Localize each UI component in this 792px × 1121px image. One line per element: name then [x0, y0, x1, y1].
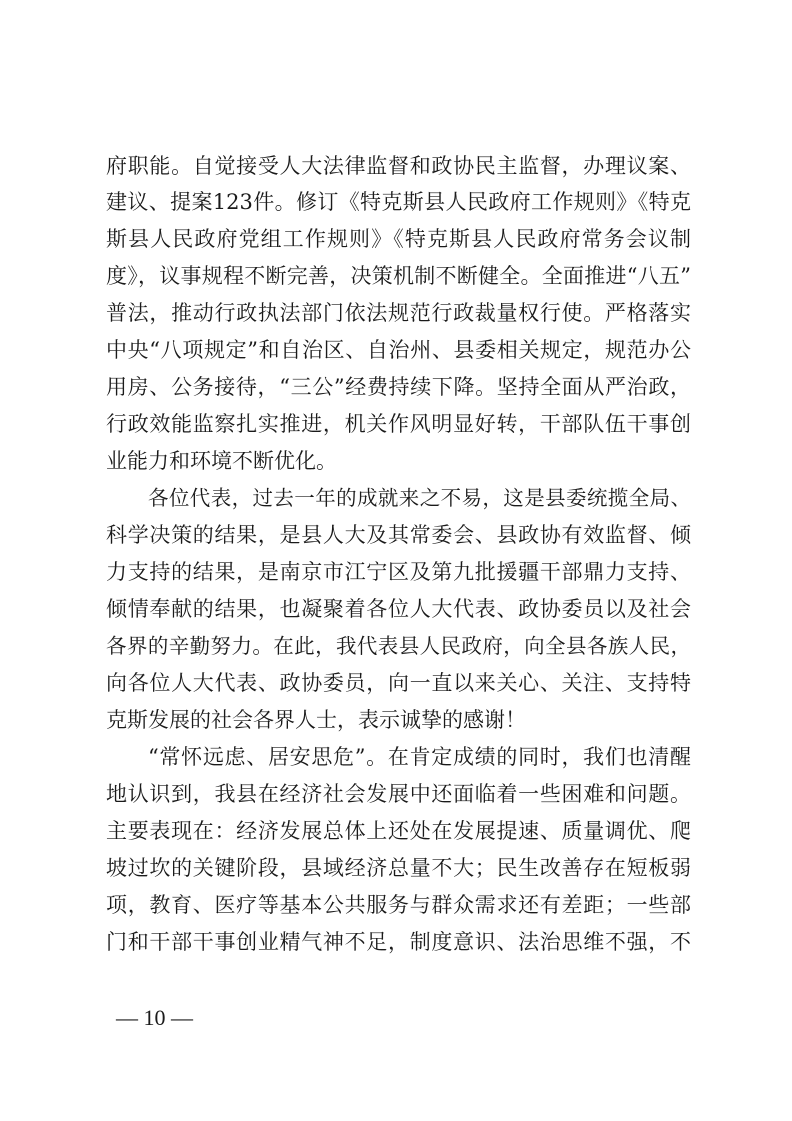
paragraph-1-line-1: 府职能。自觉接受人大法律监督和政协民主监督，办理议案、 [106, 154, 691, 178]
paragraph-2-line-3: 力支持的结果，是南京市江宁区及第九批援疆干部鼎力支持、 [106, 560, 691, 584]
page-number: — 10 — [116, 1005, 193, 1030]
paragraph-2-line-7: 克斯发展的社会各界人士，表示诚挚的感谢！ [106, 708, 526, 732]
paragraph-1-line-7: 用房、公务接待，“三公”经费持续下降。坚持全面从严治政， [106, 375, 691, 399]
paragraph-2-line-1: 各位代表，过去一年的成就来之不易，这是县委统揽全局、 [148, 486, 691, 510]
paragraph-1-line-6: 中央“八项规定”和自治区、自治州、县委相关规定，规范办公 [106, 338, 691, 362]
paragraph-3-line-1: “常怀远虑、居安思危”。在肯定成绩的同时，我们也清醒 [148, 745, 691, 769]
paragraph-1-line-9: 业能力和环境不断优化。 [106, 449, 337, 473]
paragraph-2-line-5: 各界的辛勤努力。在此，我代表县人民政府，向全县各族人民， [106, 634, 691, 658]
paragraph-2-line-6: 向各位人大代表、政协委员，向一直以来关心、关注、支持特 [106, 671, 691, 695]
paragraph-3-line-6: 门和干部干事创业精气神不足，制度意识、法治思维不强，不 [106, 930, 691, 954]
paragraph-2-line-4: 倾情奉献的结果，也凝聚着各位人大代表、政协委员以及社会 [106, 597, 691, 621]
paragraph-3-line-5: 项，教育、医疗等基本公共服务与群众需求还有差距；一些部 [106, 893, 691, 917]
paragraph-1-line-8: 行政效能监察扎实推进，机关作风明显好转，干部队伍干事创 [106, 412, 691, 436]
paragraph-3-line-4: 坡过坎的关键阶段，县域经济总量不大；民生改善存在短板弱 [106, 856, 691, 880]
paragraph-1-line-5: 普法，推动行政执法部门依法规范行政裁量权行使。严格落实 [106, 301, 691, 325]
paragraph-1-line-4: 度》，议事规程不断完善，决策机制不断健全。全面推进“八五” [106, 264, 691, 288]
paragraph-1-line-2: 建议、提案123件。修订《特克斯县人民政府工作规则》《特克 [106, 190, 691, 214]
paragraph-2-line-2: 科学决策的结果，是县人大及其常委会、县政协有效监督、倾 [106, 523, 691, 547]
paragraph-3-line-3: 主要表现在：经济发展总体上还处在发展提速、质量调优、爬 [106, 819, 691, 843]
paragraph-3-line-2: 地认识到，我县在经济社会发展中还面临着一些困难和问题。 [106, 782, 691, 806]
paragraph-1-line-3: 斯县人民政府党组工作规则》《特克斯县人民政府常务会议制 [106, 227, 691, 251]
